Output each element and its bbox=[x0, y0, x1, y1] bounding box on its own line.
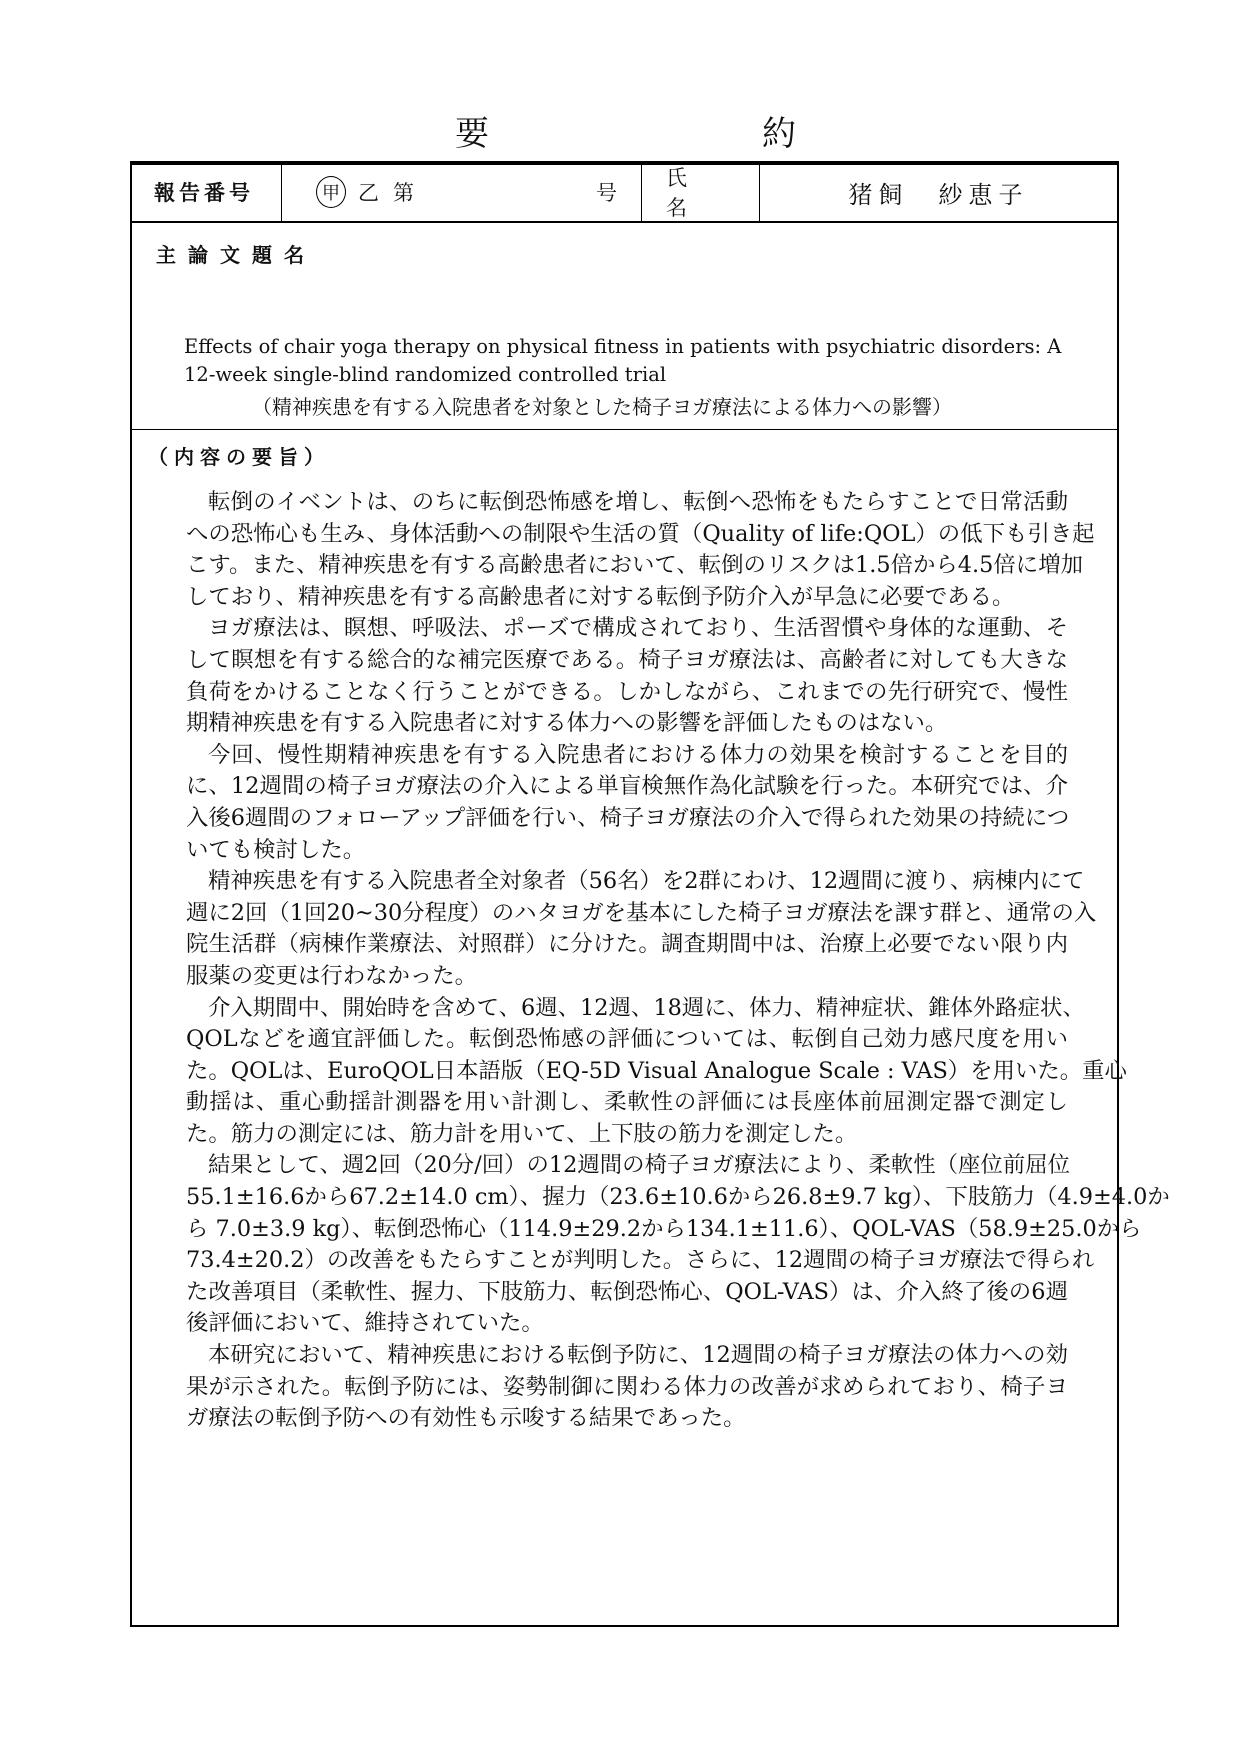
summary-line: いても検討した。 bbox=[186, 836, 366, 863]
summary-line: 院生活群（病棟作業療法、対照群）に分けた。調査期間中は、治療上必要でない限り内 bbox=[186, 931, 1068, 958]
summary-paragraph bbox=[186, 1150, 1170, 1340]
summary-line: QOLなどを適宜評価した。転倒恐怖感の評価については、転倒自己効力感尺度を用い bbox=[186, 1026, 1068, 1053]
document-title-char-1: 要 bbox=[455, 114, 489, 154]
name-value: 猪飼 紗恵子 bbox=[848, 180, 1029, 209]
summary-line: 精神疾患を有する入院患者全対象者（56名）を2群にわけ、12週間に渡り、病棟内にて bbox=[208, 868, 1085, 895]
thesis-title-section bbox=[132, 221, 1117, 430]
summary-line: 結果として、週2回（20分/回）の12週間の椅子ヨガ療法により、柔軟性（座位前屈位 bbox=[208, 1152, 1070, 1179]
summary-line: 果が示された。転倒予防には、姿勢制御に関わる体力の改善が求められており、椅子ヨ bbox=[186, 1373, 1068, 1400]
summary-paragraph bbox=[186, 993, 1127, 1151]
summary-line: 介入期間中、開始時を含めて、6週、12週、18週に、体力、精神症状、錐体外路症状、 bbox=[208, 994, 1085, 1021]
summary-line: に、12週間の椅子ヨガ療法の介入による単盲検無作為化試験を行った。本研究では、介 bbox=[186, 773, 1068, 800]
thesis-title-label: 主論文題名 bbox=[156, 243, 316, 267]
summary-line: た。QOLは、EuroQOL日本語版（EQ-5D Visual Analogue Scale : VAS）を用いた。重心 bbox=[186, 1057, 1127, 1084]
japanese-title: （精神疾患を有する入院患者を対象とした椅子ヨガ療法による体力への影響） bbox=[252, 395, 952, 419]
summary-line: 後評価において、維持されていた。 bbox=[186, 1310, 544, 1337]
summary-line: 本研究において、精神疾患における転倒予防に、12週間の椅子ヨガ療法の体力への効 bbox=[208, 1342, 1068, 1369]
summary-paragraph bbox=[186, 613, 1068, 739]
summary-form bbox=[130, 161, 1170, 1627]
summary-body bbox=[186, 487, 1170, 1435]
summary-line: への恐怖心も生み、身体活動への制限や生活の質（Quality of life:QOL）の低下も引き起 bbox=[186, 520, 1095, 547]
dai-label: 第 bbox=[393, 181, 428, 205]
summary-line: こす。また、精神疾患を有する高齢患者において、転倒のリスクは1.5倍から4.5倍に増加 bbox=[186, 552, 1083, 579]
summary-line: 73.4±20.2）の改善をもたらすことが判明した。さらに、12週間の椅子ヨガ療法で得られ bbox=[186, 1247, 1095, 1274]
summary-line: 入後6週間のフォローアップ評価を行い、椅子ヨガ療法の介入で得られた効果の持続につ bbox=[186, 804, 1070, 831]
summary-line: して瞑想を有する総合的な補完医療である。椅子ヨガ療法は、高齢者に対しても大きな bbox=[186, 646, 1068, 673]
summary-line: た改善項目（柔軟性、握力、下肢筋力、転倒恐怖心、QOL-VAS）は、介入終了後の6週 bbox=[186, 1278, 1068, 1305]
report-number-field bbox=[282, 163, 642, 221]
summary-paragraph bbox=[186, 866, 1097, 992]
summary-label: （内容の要旨） bbox=[148, 445, 330, 469]
summary-line: 転倒のイベントは、のちに転倒恐怖感を増し、転倒へ恐怖をもたらすことで日常活動 bbox=[208, 489, 1068, 515]
summary-paragraph bbox=[186, 740, 1068, 866]
summary-line: ら 7.0±3.9 kg）、転倒恐怖心（114.9±29.2から134.1±11.6）、QOL-VAS（58.9±25.0から bbox=[186, 1215, 1142, 1242]
summary-line: た。筋力の測定には、筋力計を用いて、上下肢の筋力を測定した。 bbox=[186, 1120, 858, 1147]
summary-line: 服薬の変更は行わなかった。 bbox=[186, 962, 478, 989]
summary-line: 動揺は、重心動揺計測器を用い計測し、柔軟性の評価には長座体前屈測定器で測定し bbox=[186, 1089, 1068, 1116]
summary-paragraph bbox=[186, 1340, 1068, 1435]
report-number-label: 報告番号 bbox=[132, 163, 282, 221]
summary-paragraph bbox=[186, 487, 1095, 613]
header-row bbox=[132, 163, 1117, 223]
summary-line: 55.1±16.6から67.2±14.0 cm）、握力（23.6±10.6から26.8±9.7 kg）、下肢筋力（4.9±4.0か bbox=[186, 1184, 1170, 1211]
summary-line: 期精神疾患を有する入院患者に対する体力への影響を評価したものはない。 bbox=[186, 710, 948, 737]
summary-line: ヨガ療法は、瞑想、呼吸法、ポーズで構成されており、生活習慣や身体的な運動、そ bbox=[208, 615, 1068, 642]
summary-line: 週に2回（1回20~30分程度）のハタヨガを基本にした椅子ヨガ療法を課す群と、通常の入 bbox=[186, 899, 1097, 926]
summary-line: 負荷をかけることなく行うことができる。しかしながら、これまでの先行研究で、慢性 bbox=[186, 678, 1068, 705]
circled-type-mark: 甲 bbox=[316, 176, 346, 208]
summary-line: ガ療法の転倒予防への有効性も示唆する結果であった。 bbox=[186, 1405, 746, 1432]
document-title-char-2: 約 bbox=[762, 114, 796, 154]
english-title: Effects of chair yoga therapy on physical fitness in patients with psychiatric disorders: A 12-week single-blind randomized controlled trial bbox=[184, 335, 1062, 386]
summary-line: しており、精神疾患を有する高齢患者に対する転倒予防介入が早急に必要である。 bbox=[186, 583, 1015, 610]
summary-line: 今回、慢性期精神疾患を有する入院患者における体力の効果を検討することを目的 bbox=[208, 741, 1068, 768]
go-label: 号 bbox=[596, 181, 617, 205]
name-label: 氏 名 bbox=[642, 163, 760, 221]
type-other: 乙 bbox=[358, 181, 393, 205]
